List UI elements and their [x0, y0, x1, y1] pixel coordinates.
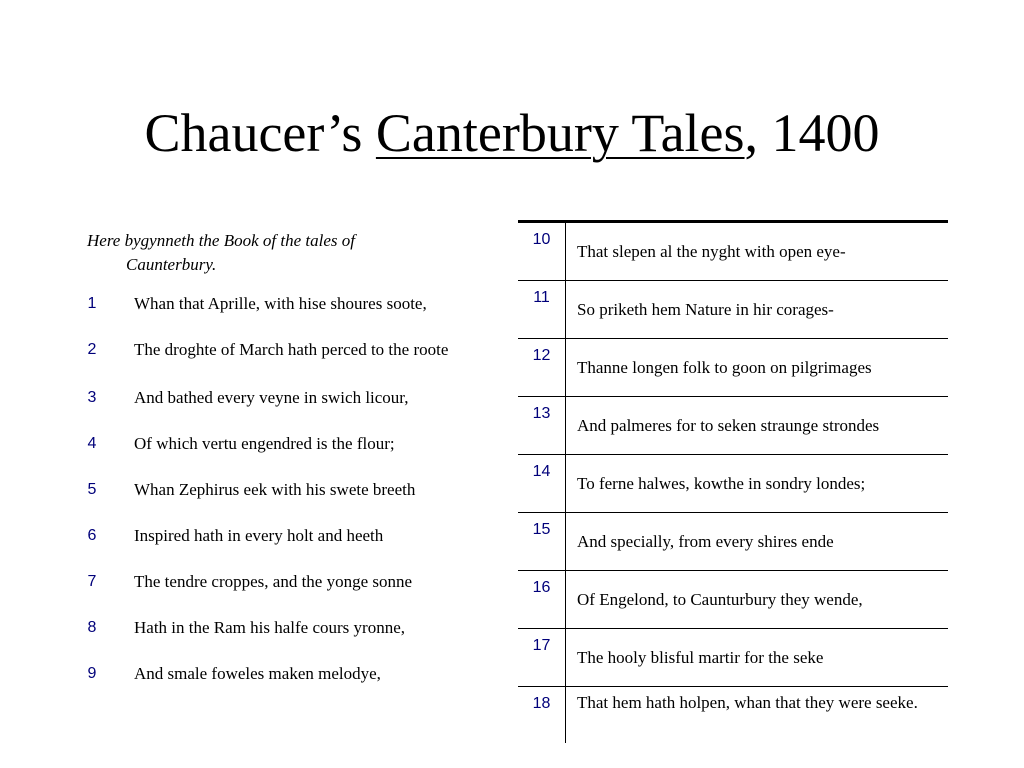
- slide-title: [0, 98, 1024, 168]
- verse-text: And bathed every veyne in swich licour,: [134, 388, 409, 407]
- verse-text: And specially, from every shires ende: [577, 531, 834, 551]
- right-verse-table: [518, 220, 948, 749]
- line-number: 15: [518, 513, 566, 570]
- line-number: 17: [518, 629, 566, 686]
- line-number: 3: [87, 389, 97, 406]
- verse-row: [518, 455, 948, 513]
- line-number: 4: [87, 435, 97, 452]
- verse-row: [80, 651, 500, 697]
- verse-text: To ferne halwes, kowthe in sondry londes;: [577, 473, 866, 493]
- verse-row: [80, 421, 500, 467]
- line-number: 16: [518, 571, 566, 628]
- line-number: 18: [518, 687, 566, 743]
- verse-row: [518, 397, 948, 455]
- line-number: 11: [518, 281, 566, 338]
- verse-text: Whan Zephirus eek with his swete breeth: [134, 480, 416, 499]
- left-verse-table: [80, 283, 500, 697]
- verse-row: [80, 283, 500, 325]
- line-number: 1: [87, 295, 97, 312]
- verse-row: [518, 571, 948, 629]
- verse-row: [80, 605, 500, 651]
- verse-text: Inspired hath in every holt and heeth: [134, 526, 384, 545]
- heading-line-1: Here bygynneth the Book of the tales of: [87, 231, 355, 250]
- verse-text: Of Engelond, to Caunturbury they wende,: [577, 589, 863, 609]
- line-number: 7: [87, 573, 97, 590]
- verse-row: [80, 325, 500, 375]
- verse-row: [80, 467, 500, 513]
- left-heading: [87, 229, 467, 277]
- verse-text: That slepen al the nyght with open eye-: [577, 241, 846, 261]
- verse-text: The droghte of March hath perced to the roote: [134, 340, 449, 359]
- line-number: 5: [87, 481, 97, 498]
- verse-text: Thanne longen folk to goon on pilgrimages: [577, 357, 872, 377]
- verse-text: And smale foweles maken melodye,: [134, 664, 381, 683]
- verse-row: [518, 513, 948, 571]
- verse-text: So priketh hem Nature in hir corages-: [577, 299, 834, 319]
- verse-text: And palmeres for to seken straunge strondes: [577, 415, 880, 435]
- title-prefix: Chaucer’s: [144, 103, 376, 163]
- verse-row: [518, 223, 948, 281]
- verse-row: [518, 281, 948, 339]
- verse-row: [518, 687, 948, 743]
- verse-row: [518, 629, 948, 687]
- verse-text: The tendre croppes, and the yonge sonne: [134, 572, 413, 591]
- verse-text: That hem hath holpen, whan that they were seeke.: [577, 693, 918, 712]
- verse-text: Whan that Aprille, with hise shoures soote,: [134, 294, 427, 313]
- verse-text: Of which vertu engendred is the flour;: [134, 434, 395, 453]
- line-number: 6: [87, 527, 97, 544]
- verse-row: [518, 339, 948, 397]
- verse-row: [80, 375, 500, 421]
- line-number: 9: [87, 665, 97, 682]
- line-number: 13: [518, 397, 566, 454]
- line-number: 2: [87, 341, 97, 358]
- title-suffix: , 1400: [744, 103, 880, 163]
- heading-line-2: Caunterbury.: [126, 255, 217, 274]
- verse-row: [80, 513, 500, 559]
- line-number: 12: [518, 339, 566, 396]
- title-book-name: Canterbury Tales: [375, 103, 745, 163]
- line-number: 8: [87, 619, 97, 636]
- line-number: 14: [518, 455, 566, 512]
- line-number: 10: [518, 223, 566, 280]
- verse-text: Hath in the Ram his halfe cours yronne,: [134, 618, 405, 637]
- verse-row: [80, 559, 500, 605]
- verse-text: The hooly blisful martir for the seke: [577, 647, 824, 667]
